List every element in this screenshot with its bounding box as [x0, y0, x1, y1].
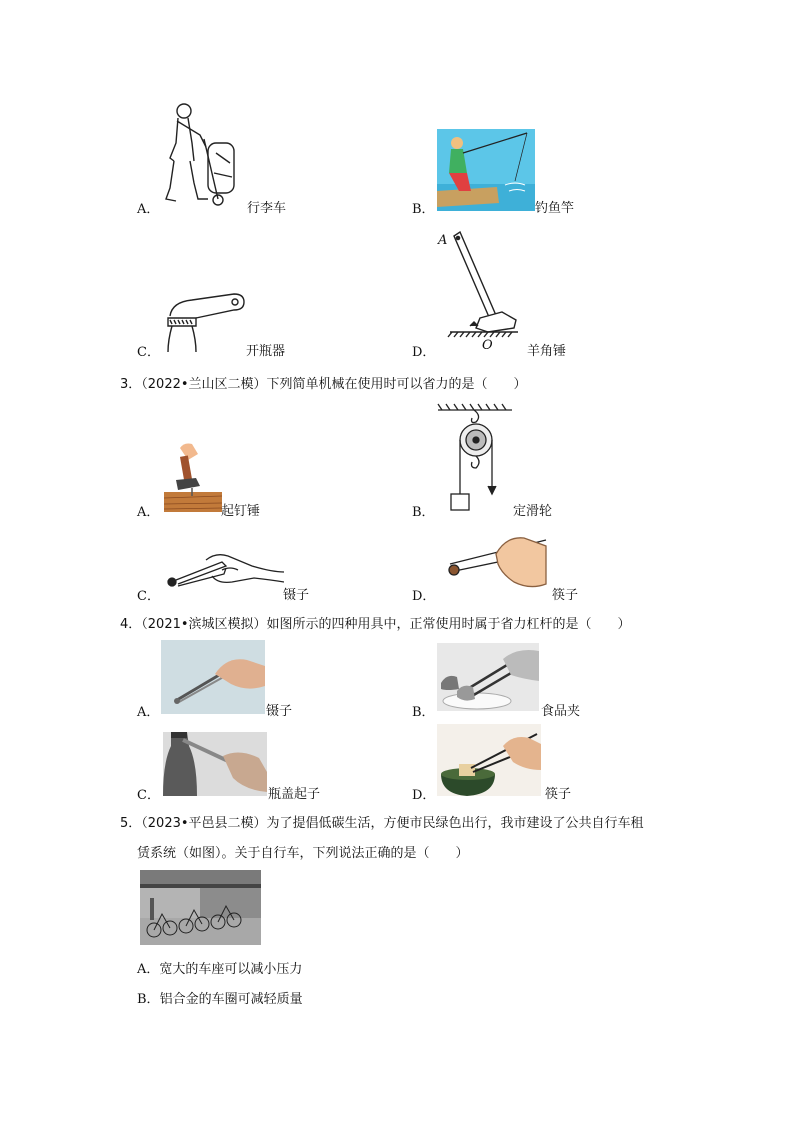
- q5-stem-line2: 赁系统（如图）。关于自行车，下列说法正确的是（ ）: [137, 846, 469, 861]
- q5-option-b: [137, 988, 303, 1007]
- option-c-caption: 镊子: [283, 588, 310, 603]
- option-a-letter: A．: [137, 505, 160, 520]
- option-a-letter: A．: [137, 962, 160, 977]
- option-a-letter: A．: [137, 705, 160, 720]
- luggage-cart-icon: [160, 103, 248, 207]
- claw-hammer-icon: [436, 228, 528, 356]
- option-c-caption: 开瓶器: [246, 344, 286, 359]
- label-o: O: [482, 338, 493, 353]
- option-a-letter: A．: [137, 202, 160, 217]
- public-bicycle-photo: [140, 870, 261, 945]
- option-c-letter: C．: [137, 589, 160, 604]
- option-b-text: 铝合金的车圈可减轻质量: [159, 992, 303, 1007]
- fishing-rod-icon: [437, 129, 535, 211]
- option-a-caption: 行李车: [247, 201, 287, 216]
- tweezers-icon: [162, 548, 284, 598]
- option-c-caption: 瓶盖起子: [268, 787, 321, 802]
- nail-hammer-icon: [164, 440, 222, 512]
- option-a-caption: 镊子: [266, 704, 293, 719]
- chopsticks-icon: [446, 534, 550, 590]
- option-c-letter: C．: [137, 345, 160, 360]
- option-d-letter: D．: [412, 345, 436, 360]
- option-a-caption: 起钉锤: [221, 504, 261, 519]
- fixed-pulley-icon: [436, 402, 514, 514]
- option-d-letter: D．: [412, 589, 436, 604]
- option-b-letter: B．: [412, 202, 435, 217]
- label-a: A: [438, 233, 448, 248]
- q5-stem-line1: 5．（2023•平邑县二模）为了提倡低碳生活，方便市民绿色出行，我市建设了公共自行车租: [120, 816, 644, 831]
- option-b-caption: 钓鱼竿: [535, 201, 575, 216]
- option-b-caption: 食品夹: [541, 704, 581, 719]
- option-b-caption: 定滑轮: [513, 504, 553, 519]
- option-a-text: 宽大的车座可以减小压力: [159, 962, 303, 977]
- option-d-caption: 羊角锤: [527, 344, 567, 359]
- option-b-letter: B．: [412, 505, 435, 520]
- q4-stem: 4．（2021•滨城区模拟）如图所示的四种用具中，正常使用时属于省力杠杆的是（ ）: [120, 617, 631, 632]
- bottle-cap-opener-photo: [163, 732, 267, 796]
- q3-stem: 3．（2022•兰山区二模）下列简单机械在使用时可以省力的是（ ）: [120, 377, 527, 392]
- option-b-letter: B．: [137, 992, 160, 1007]
- option-b-letter: B．: [412, 705, 435, 720]
- chopsticks-photo: [437, 724, 541, 796]
- option-d-letter: D．: [412, 788, 436, 803]
- option-d-caption: 筷子: [545, 787, 572, 802]
- tweezers-photo: [161, 640, 265, 714]
- option-c-letter: C．: [137, 788, 160, 803]
- bottle-opener-icon: [162, 290, 248, 352]
- q5-option-a: [137, 958, 302, 977]
- option-d-caption: 筷子: [552, 588, 579, 603]
- food-tongs-photo: [437, 643, 539, 711]
